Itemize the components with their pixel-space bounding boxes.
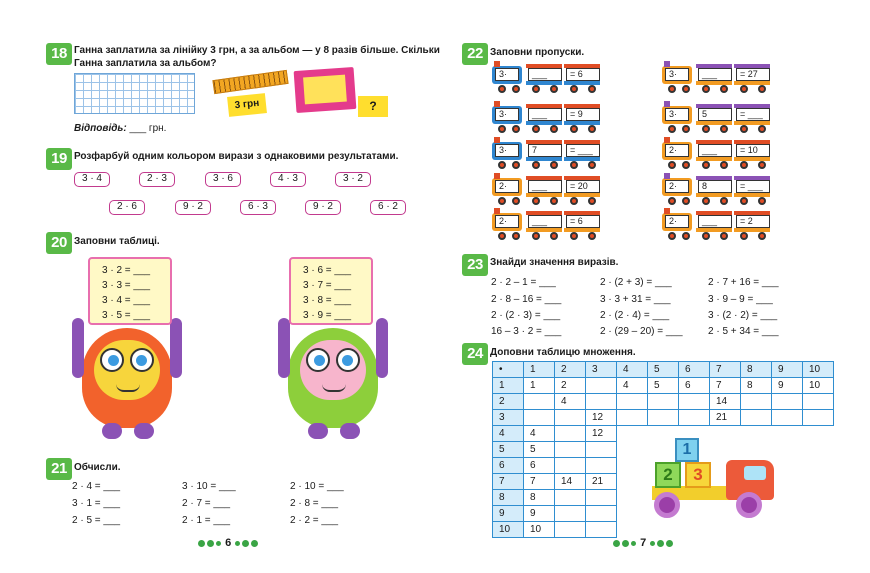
- table-header-cell: 4: [617, 362, 648, 378]
- table-cell[interactable]: 14: [555, 474, 586, 490]
- table-cell[interactable]: [586, 506, 617, 522]
- task-20-number: 20: [46, 232, 72, 254]
- table-cell[interactable]: 6: [679, 378, 710, 394]
- train: [492, 211, 602, 240]
- train-blank[interactable]: ___: [698, 68, 732, 81]
- train: [662, 176, 772, 205]
- table-cell[interactable]: [586, 490, 617, 506]
- question-tag-text: ?: [369, 99, 377, 113]
- table-header-cell: 7: [710, 362, 741, 378]
- sign-line[interactable]: 3 · 8 = ___: [303, 295, 352, 306]
- table-row-header: 10: [493, 522, 524, 538]
- sign-line[interactable]: 3 · 7 = ___: [303, 280, 352, 291]
- equation[interactable]: 2 · 8 = ___: [290, 498, 339, 509]
- answer-grid[interactable]: [74, 73, 195, 114]
- equation[interactable]: 2 · (2 · 4) = ___: [600, 310, 670, 321]
- equation[interactable]: 3 · (2 · 2) = ___: [708, 310, 778, 321]
- table-cell[interactable]: 5: [524, 442, 555, 458]
- table-cell[interactable]: [803, 410, 834, 426]
- train-factor[interactable]: 2·: [665, 180, 689, 193]
- block-1-label: 1: [682, 441, 692, 458]
- table-cell[interactable]: 4: [555, 394, 586, 410]
- task-19-number: 19: [46, 148, 72, 170]
- right-table-sign: [289, 257, 373, 325]
- table-empty-area: [803, 426, 834, 442]
- expression-pill[interactable]: 6 · 2: [370, 200, 406, 215]
- table-empty-area: [617, 506, 648, 522]
- table-cell[interactable]: 6: [524, 458, 555, 474]
- table-cell[interactable]: [679, 410, 710, 426]
- table-header-cell: 2: [555, 362, 586, 378]
- table-cell[interactable]: 10: [803, 378, 834, 394]
- equation[interactable]: 2 · 8 – 16 = ___: [491, 294, 562, 305]
- train: [662, 104, 772, 133]
- table-cell[interactable]: 8: [741, 378, 772, 394]
- train-result[interactable]: = 2: [736, 215, 770, 228]
- equation[interactable]: 2 · 5 + 34 = ___: [708, 326, 779, 337]
- sign-line[interactable]: 3 · 9 = ___: [303, 310, 352, 321]
- block-2-label: 2: [663, 465, 673, 484]
- table-row-header: 6: [493, 458, 524, 474]
- table-header-cell: 8: [741, 362, 772, 378]
- expression-pill[interactable]: 9 · 2: [305, 200, 341, 215]
- block-1: [675, 438, 699, 462]
- left-table-sign: [88, 257, 172, 325]
- table-empty-area: [617, 426, 648, 442]
- table-cell[interactable]: [555, 490, 586, 506]
- block-2: [655, 462, 681, 488]
- task-22-number: 22: [462, 43, 488, 65]
- table-empty-area: [803, 506, 834, 522]
- expression-pill[interactable]: 6 · 3: [240, 200, 276, 215]
- table-header-cell: 1: [524, 362, 555, 378]
- table-empty-area: [617, 522, 648, 538]
- task-22-text: Заповни пропуски.: [490, 47, 585, 58]
- equation[interactable]: 2 · 1 = ___: [182, 515, 231, 526]
- block-3: [685, 462, 711, 488]
- table-cell[interactable]: [555, 410, 586, 426]
- table-cell[interactable]: [648, 394, 679, 410]
- equation[interactable]: 2 · 10 = ___: [290, 481, 344, 492]
- table-cell[interactable]: [586, 522, 617, 538]
- task-20-text: Заповни таблиці.: [74, 236, 160, 247]
- table-cell[interactable]: [741, 394, 772, 410]
- train-blank[interactable]: 7: [528, 144, 562, 157]
- table-empty-area: [617, 474, 648, 490]
- train-blank[interactable]: ___: [698, 215, 732, 228]
- task-24-text: Доповни таблицю множення.: [490, 347, 636, 358]
- page-number-right: [612, 537, 674, 549]
- table-cell[interactable]: [555, 458, 586, 474]
- table-cell[interactable]: [586, 458, 617, 474]
- train-blank[interactable]: ___: [528, 215, 562, 228]
- train: [492, 64, 602, 93]
- equation[interactable]: 2 · 2 = ___: [290, 515, 339, 526]
- train: [662, 64, 772, 93]
- table-cell[interactable]: [555, 506, 586, 522]
- train-result[interactable]: = 6: [566, 68, 600, 81]
- table-header-cell: 3: [586, 362, 617, 378]
- table-cell[interactable]: [586, 442, 617, 458]
- train-result[interactable]: = ___: [736, 180, 770, 193]
- task-18-number: 18: [46, 43, 72, 65]
- table-row-header: 2: [493, 394, 524, 410]
- train: [492, 140, 602, 169]
- page-number-left: [197, 537, 259, 549]
- train-blank[interactable]: 8: [698, 180, 732, 193]
- train-factor[interactable]: 2·: [665, 215, 689, 228]
- table-empty-area: [803, 522, 834, 538]
- answer-blank[interactable]: ___ грн.: [129, 123, 167, 134]
- table-cell[interactable]: 1: [524, 378, 555, 394]
- table-cell[interactable]: 9: [772, 378, 803, 394]
- equation[interactable]: 3 · 9 – 9 = ___: [708, 294, 773, 305]
- train-factor[interactable]: 2·: [665, 144, 689, 157]
- train-result[interactable]: = ___: [736, 108, 770, 121]
- train: [492, 176, 602, 205]
- table-cell[interactable]: [555, 522, 586, 538]
- table-cell[interactable]: 8: [524, 490, 555, 506]
- table-cell[interactable]: 12: [586, 426, 617, 442]
- table-header-cell: 10: [803, 362, 834, 378]
- table-empty-area: [617, 442, 648, 458]
- train: [662, 211, 772, 240]
- train-factor[interactable]: 3·: [495, 68, 519, 81]
- table-row-header: 8: [493, 490, 524, 506]
- train-factor[interactable]: 3·: [495, 144, 519, 157]
- table-cell[interactable]: 7: [524, 474, 555, 490]
- task-24-number: 24: [462, 343, 488, 365]
- table-header-cell: •: [493, 362, 524, 378]
- task-21-number: 21: [46, 458, 72, 480]
- task-21-text: Обчисли.: [74, 462, 121, 473]
- table-cell[interactable]: [803, 394, 834, 410]
- equation[interactable]: 2 · (29 – 20) = ___: [600, 326, 683, 337]
- block-3-label: 3: [693, 465, 703, 484]
- expression-pill[interactable]: 3 · 2: [335, 172, 371, 187]
- expression-pill[interactable]: 3 · 6: [205, 172, 241, 187]
- table-cell[interactable]: [617, 410, 648, 426]
- train-result[interactable]: = 10: [736, 144, 770, 157]
- train-result[interactable]: = 9: [566, 108, 600, 121]
- equation[interactable]: 16 – 3 · 2 = ___: [491, 326, 562, 337]
- task-23-number: 23: [462, 254, 488, 276]
- table-row-header: 9: [493, 506, 524, 522]
- expression-pill[interactable]: 2 · 6: [109, 200, 145, 215]
- price-tag: [227, 93, 267, 117]
- equation[interactable]: 2 · 7 = ___: [182, 498, 231, 509]
- table-cell[interactable]: [555, 426, 586, 442]
- table-cell[interactable]: 5: [648, 378, 679, 394]
- expression-pill[interactable]: 9 · 2: [175, 200, 211, 215]
- page-number-right-text: 7: [640, 537, 647, 549]
- question-tag: [358, 96, 388, 117]
- train-blank[interactable]: 5: [698, 108, 732, 121]
- table-header-cell: 9: [772, 362, 803, 378]
- sign-line[interactable]: 3 · 3 = ___: [102, 280, 151, 291]
- train-result[interactable]: = 27: [736, 68, 770, 81]
- expression-pill[interactable]: 4 · 3: [270, 172, 306, 187]
- table-cell[interactable]: 7: [710, 378, 741, 394]
- table-cell[interactable]: 4: [524, 426, 555, 442]
- train-factor[interactable]: 2·: [495, 180, 519, 193]
- table-cell[interactable]: 2: [555, 378, 586, 394]
- table-cell[interactable]: 14: [710, 394, 741, 410]
- sign-line[interactable]: 3 · 4 = ___: [102, 295, 151, 306]
- table-empty-area: [803, 474, 834, 490]
- table-row-header: 3: [493, 410, 524, 426]
- table-cell[interactable]: 10: [524, 522, 555, 538]
- train-blank[interactable]: ___: [528, 68, 562, 81]
- table-cell[interactable]: 21: [710, 410, 741, 426]
- train-result[interactable]: = ___: [566, 144, 600, 157]
- table-cell[interactable]: [586, 378, 617, 394]
- equation[interactable]: 2 · (2 + 3) = ___: [600, 277, 672, 288]
- equation[interactable]: 3 · 1 = ___: [72, 498, 121, 509]
- train-factor[interactable]: 3·: [665, 108, 689, 121]
- equation[interactable]: 2 · 2 – 1 = ___: [491, 277, 556, 288]
- train-result[interactable]: = 20: [566, 180, 600, 193]
- table-cell[interactable]: [586, 394, 617, 410]
- task-18-text-line1: Ганна заплатила за лінійку 3 грн, а за альбом — у 8 разів більше. Скільки: [74, 45, 440, 56]
- equation[interactable]: 2 · 7 + 16 = ___: [708, 277, 779, 288]
- table-cell[interactable]: [741, 410, 772, 426]
- equation[interactable]: 3 · 10 = ___: [182, 481, 236, 492]
- table-row-header: 5: [493, 442, 524, 458]
- table-cell[interactable]: 4: [617, 378, 648, 394]
- sign-line[interactable]: 3 · 6 = ___: [303, 265, 352, 276]
- table-empty-area: [803, 458, 834, 474]
- table-cell[interactable]: [772, 394, 803, 410]
- table-cell[interactable]: [648, 410, 679, 426]
- table-cell[interactable]: [679, 394, 710, 410]
- table-cell[interactable]: [555, 442, 586, 458]
- task-19-text: Розфарбуй одним кольором вирази з однаковими результатами.: [74, 151, 399, 162]
- equation[interactable]: 2 · 4 = ___: [72, 481, 121, 492]
- table-row-header: 7: [493, 474, 524, 490]
- table-cell[interactable]: [772, 410, 803, 426]
- task-18-answer: [74, 123, 166, 134]
- equation[interactable]: 2 · 5 = ___: [72, 515, 121, 526]
- album-image: [294, 67, 357, 113]
- answer-label: Відповідь:: [74, 123, 127, 134]
- table-empty-area: [803, 442, 834, 458]
- train-factor[interactable]: 3·: [665, 68, 689, 81]
- table-cell[interactable]: 9: [524, 506, 555, 522]
- table-row-header: 1: [493, 378, 524, 394]
- train-factor[interactable]: 3·: [495, 108, 519, 121]
- task-18-text-line2: Ганна заплатила за альбом?: [74, 58, 217, 69]
- train-blank[interactable]: ___: [528, 180, 562, 193]
- train-blank[interactable]: ___: [698, 144, 732, 157]
- green-monster: [278, 318, 388, 442]
- train-factor[interactable]: 2·: [495, 215, 519, 228]
- table-empty-area: [617, 458, 648, 474]
- price-tag-text: 3 грн: [234, 97, 260, 112]
- table-cell[interactable]: 21: [586, 474, 617, 490]
- expression-pill[interactable]: 3 · 4: [74, 172, 110, 187]
- table-row-header: 4: [493, 426, 524, 442]
- task-23-text: Знайди значення виразів.: [490, 257, 619, 268]
- table-empty-area: [803, 490, 834, 506]
- train: [662, 140, 772, 169]
- train: [492, 104, 602, 133]
- ruler-image: [212, 70, 288, 94]
- page-number-left-text: 6: [225, 537, 232, 549]
- table-header-cell: 5: [648, 362, 679, 378]
- train-result[interactable]: = 6: [566, 215, 600, 228]
- equation[interactable]: 2 · (2 · 3) = ___: [491, 310, 561, 321]
- table-empty-area: [617, 490, 648, 506]
- table-cell[interactable]: 12: [586, 410, 617, 426]
- orange-monster: [72, 318, 182, 442]
- table-cell[interactable]: [524, 394, 555, 410]
- table-cell[interactable]: [617, 394, 648, 410]
- sign-line[interactable]: 3 · 5 = ___: [102, 310, 151, 321]
- equation[interactable]: 3 · 3 + 31 = ___: [600, 294, 671, 305]
- table-cell[interactable]: [524, 410, 555, 426]
- train-blank[interactable]: ___: [528, 108, 562, 121]
- expression-pill[interactable]: 2 · 3: [139, 172, 175, 187]
- sign-line[interactable]: 3 · 2 = ___: [102, 265, 151, 276]
- table-header-cell: 6: [679, 362, 710, 378]
